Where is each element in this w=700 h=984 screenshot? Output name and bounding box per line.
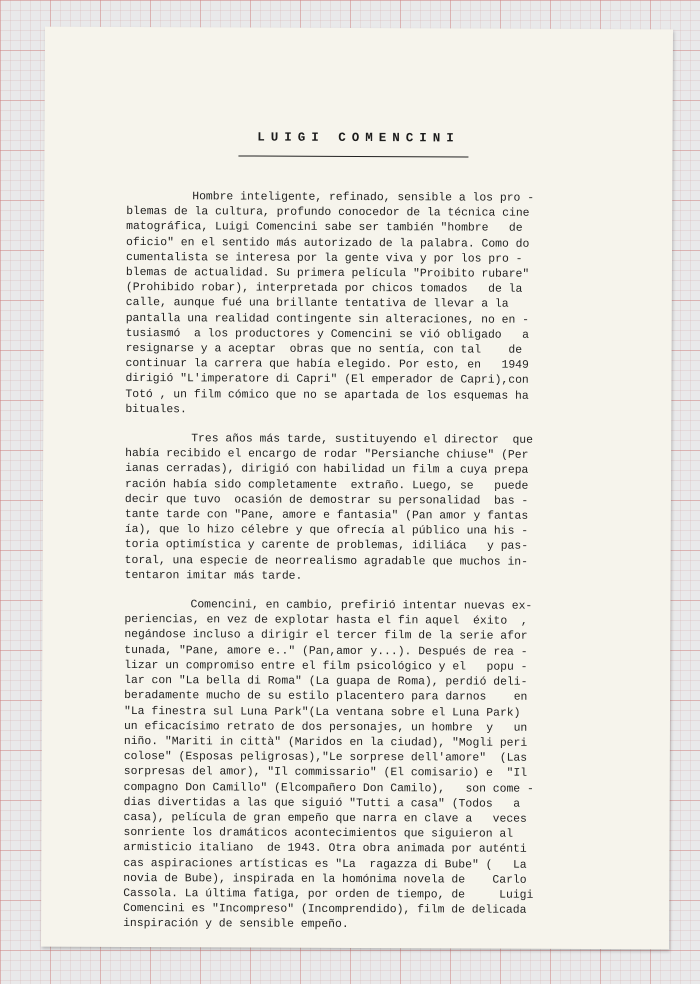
text-line: ía), que lo hizo célebre y que ofrecía al público una his -	[124, 524, 529, 539]
text-line: calle, aunque fué una brillante tentativa de llevar a la	[125, 297, 509, 312]
text-line: Hombre inteligente, refinado, sensible a los pro -	[192, 191, 535, 205]
text-line: inspiración y de sensible empeño.	[123, 918, 349, 932]
text-line: dirigió "L'imperatore di Capri" (El emperador de Capri),con	[125, 373, 529, 388]
text-line: beradamente mucho de su estilo placentero para darnos en	[124, 690, 528, 705]
paragraph-1	[125, 190, 608, 420]
text-line: oficio" en el sentido más autorizado de la palabra. Como do	[126, 236, 530, 251]
text-line: sorpresas del amor), "Il commissario" (El comisario) e "Il	[123, 766, 528, 781]
text-line: Totó , un film cómico que no se apartada de los esquemas ha	[125, 388, 529, 403]
text-line: Cassola. La última fatiga, por orden de tiempo, de Luigi	[123, 887, 534, 902]
text-line: blemas de la cultura, profundo conocedor de la técnica cine	[126, 206, 530, 220]
text-line: (Prohibido robar), interpretada por chicos tomados de la	[125, 282, 523, 296]
paragraph-3	[123, 598, 606, 935]
text-line: dias divertidas a las que siguió "Tutti a casa" (Todos a	[123, 796, 521, 811]
text-line: compagno Don Camillo" (Elcompañero Don Camilo), son come -	[123, 781, 534, 796]
text-line: novia de Bube), inspirada en la homónima novela de Carlo	[123, 872, 527, 887]
paragraph-2	[125, 432, 608, 586]
text-line: Tres años más tarde, sustituyendo el director que	[191, 433, 534, 447]
text-line: tentaron imitar más tarde.	[124, 569, 303, 583]
text-line: lar con "La bella di Roma" (La guapa de Roma), perdió deli-	[124, 675, 528, 689]
text-line: decir que tuvo ocasión de demostrar su personalidad bas -	[124, 493, 529, 508]
text-line: matográfica, Luigi Comencini sabe ser también "hombre de	[126, 221, 523, 236]
text-line: toria optimística y carente de problemas, idiliáca y pas-	[124, 539, 529, 554]
text-line: un eficacísimo retrato de dos personajes, un hombre y un	[123, 720, 528, 735]
document-title: LUIGI COMENCINI	[257, 130, 460, 146]
text-line: negándose incluso a dirigir el tercer film de la serie afor	[124, 629, 528, 644]
text-line: armisticio italiano de 1943. Otra obra animada por auténti	[123, 842, 527, 857]
text-line: continuar la carrera que había elegido. Por esto, en 1949	[125, 358, 529, 372]
text-line: tusiasmó a los productores y Comencini se vió obligado a	[125, 327, 529, 342]
text-line: pantalla una realidad contingente sin alteraciones, no en -	[125, 312, 530, 327]
text-line: Comencini es "Incompreso" (Incomprendido), film de delicada	[123, 903, 527, 917]
text-line: había recibido el encargo de rodar "Persianche chiuse" (Per	[125, 448, 529, 462]
text-line: tante tarde con "Pane, amore e fantasia" (Pan amor y fantas	[124, 509, 529, 523]
text-line: resignarse y a aceptar obras que no sentía, con tal de	[125, 343, 523, 357]
typewritten-sheet	[41, 27, 673, 950]
text-line: ianas cerradas), dirigió con habilidad un film a cuya prepa	[125, 463, 529, 478]
text-line: bituales.	[125, 403, 187, 417]
text-line: "La finestra sul Luna Park"(La ventana sobre el Luna Park)	[123, 705, 521, 720]
text-line: periencias, en vez de explotar hasta el fin aquel éxito ,	[124, 614, 528, 629]
text-line: toral, una especie de neorrealismo agradable que muchos in-	[124, 554, 529, 569]
document-body	[123, 190, 608, 949]
text-line: casa), película de gran empeño que narra en clave a veces	[123, 811, 527, 826]
title-underline	[238, 155, 468, 157]
text-line: lizar un compromiso entre el film psicológico y el popu -	[124, 659, 528, 674]
text-line: tunada, "Pane, amore e.." (Pan,amor y...). Después de rea -	[124, 644, 528, 659]
text-line: blemas de actualidad. Su primera película "Proibito rubare"	[125, 267, 530, 281]
text-line: sonriente los dramáticos acontecimientos que siguieron al	[123, 827, 514, 841]
text-line: niño. "Mariti in città" (Maridos en la ciudad), "Mogli peri	[123, 735, 528, 750]
text-line: ración había sido completamente extraño. Luego, se puede	[124, 478, 529, 493]
text-line: Comencini, en cambio, prefirió intentar nuevas ex-	[190, 599, 533, 613]
text-line: cas aspiraciones artísticas es "La ragazza di Bube" ( La	[123, 857, 527, 872]
text-line: cumentalista se interesa por la gente viva y por los pro -	[125, 251, 523, 266]
text-line: colose" (Esposas peligrosas),"Le sorprese dell'amore" (Las	[123, 751, 528, 765]
